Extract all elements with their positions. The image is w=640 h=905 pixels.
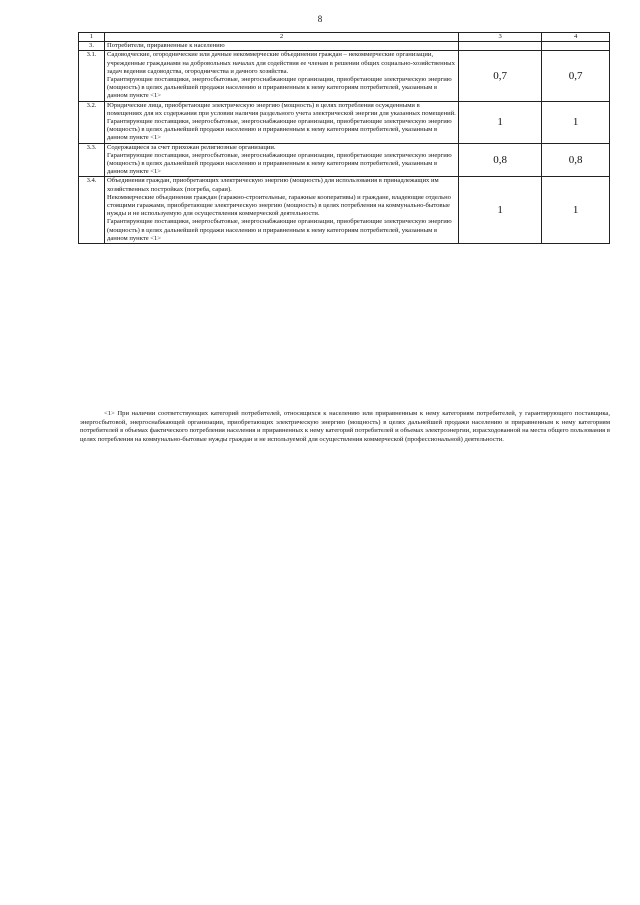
page-number: 8 — [317, 14, 323, 24]
table-row — [79, 51, 610, 101]
table-header-row — [79, 33, 610, 42]
row-description — [105, 143, 459, 177]
row-number: 3.4. — [79, 177, 105, 244]
coefficient-col4: 0,7 — [542, 51, 610, 101]
section-title: Потребители, приравненные к населению — [105, 42, 459, 51]
header-cell: 2 — [105, 33, 459, 42]
empty-cell — [459, 42, 542, 51]
coefficient-col4: 1 — [542, 101, 610, 143]
row-paragraph: Объединения граждан, приобретающих электрическую энергию (мощность) для использования в принадлежащих им хозяйственных постройках (погреба, сараи). — [107, 177, 439, 193]
row-paragraph: Содержащиеся за счет прихожан религиозные организации. — [107, 143, 276, 151]
empty-cell — [542, 42, 610, 51]
row-paragraph: Гарантирующие поставщики, энергосбытовые, энергоснабжающие организации, приобретающие электрическую энергию (мощность) в целях дальнейшей продажи населению и приравненным к нему категориям потребителей, указанным в данном пункте <1> — [107, 76, 452, 100]
row-paragraph: Гарантирующие поставщики, энергосбытовые, энергоснабжающие организации, приобретающие электрическую энергию (мощность) в целях дальнейшей продажи населению и приравненным к нему категориям потребителей, указанным в данном пункте <1> — [107, 118, 452, 142]
section-number: 3. — [79, 42, 105, 51]
row-number: 3.2. — [79, 101, 105, 143]
header-cell: 1 — [79, 33, 105, 42]
coefficient-col3: 0,7 — [459, 51, 542, 101]
row-description — [105, 177, 459, 244]
header-cell: 4 — [542, 33, 610, 42]
row-paragraph: Гарантирующие поставщики, энергосбытовые, энергоснабжающие организации, приобретающие электрическую энергию (мощность) в целях дальнейшей продажи населению и приравненным к нему категориям потребителей, указанным в данном пункте <1> — [107, 151, 452, 176]
tariff-table — [78, 32, 610, 244]
header-cell: 3 — [459, 33, 542, 42]
table-row — [79, 177, 610, 244]
section-row — [79, 42, 610, 51]
row-description — [105, 101, 459, 143]
table-row — [79, 101, 610, 143]
coefficient-col4: 1 — [542, 177, 610, 244]
row-description — [105, 51, 459, 101]
row-number: 3.3. — [79, 143, 105, 177]
coefficient-col4: 0,8 — [542, 143, 610, 177]
row-number: 3.1. — [79, 51, 105, 101]
coefficient-col3: 1 — [459, 101, 542, 143]
row-paragraph: Некоммерческие объединения граждан (гаражно-строительные, гаражные кооперативы) и граждане, владеющие отдельно стоящими гаражами, приобретающие электрическую энергию (мощность) в целях потребления на коммунально-бытовые нужды и не используемую для осуществления коммерческой деятельности. — [107, 193, 451, 218]
row-paragraph: Садоводческие, огороднические или дачные некоммерческие объединения граждан – некоммерческие организации, учрежденные гражданами на добровольных началах для содействия ее членам в решении общих социально-хозяйственных задач ведения садоводства, огородничества и дачного хозяйства. — [107, 51, 455, 75]
table-row — [79, 143, 610, 177]
coefficient-col3: 0,8 — [459, 143, 542, 177]
footnote: <1> При наличии соответствующих категорий потребителей, относящихся к населению или приравненным к нему категориям потребителей, у гарантирующего поставщика, энергосбытовой, энергоснабжающей организации, приобретающих электрическую энергию (мощность) в целях дальнейшей продажи населению и приравненным к нему категориям потребителей в объемах фактического потребления населения и приравненных к нему категорий потребителей и объемах электроэнергии, израсходованной на места общего пользования в целях потребления на коммунально-бытовые нужды граждан и не используемой для осуществления коммерческой (профессиональной) деятельности. — [80, 410, 610, 443]
row-paragraph: Юридические лица, приобретающие электрическую энергию (мощность) в целях потребления осужденными в помещениях для их содержания при условии наличия раздельного учета электрической энергии для указанных помещений. — [107, 101, 456, 117]
coefficient-col3: 1 — [459, 177, 542, 244]
row-paragraph: Гарантирующие поставщики, энергосбытовые, энергоснабжающие организации, приобретающие электрическую энергию (мощность) в целях дальнейшей продажи населению и приравненным к нему категориям потребителей, указанным в данном пункте <1> — [107, 218, 452, 242]
